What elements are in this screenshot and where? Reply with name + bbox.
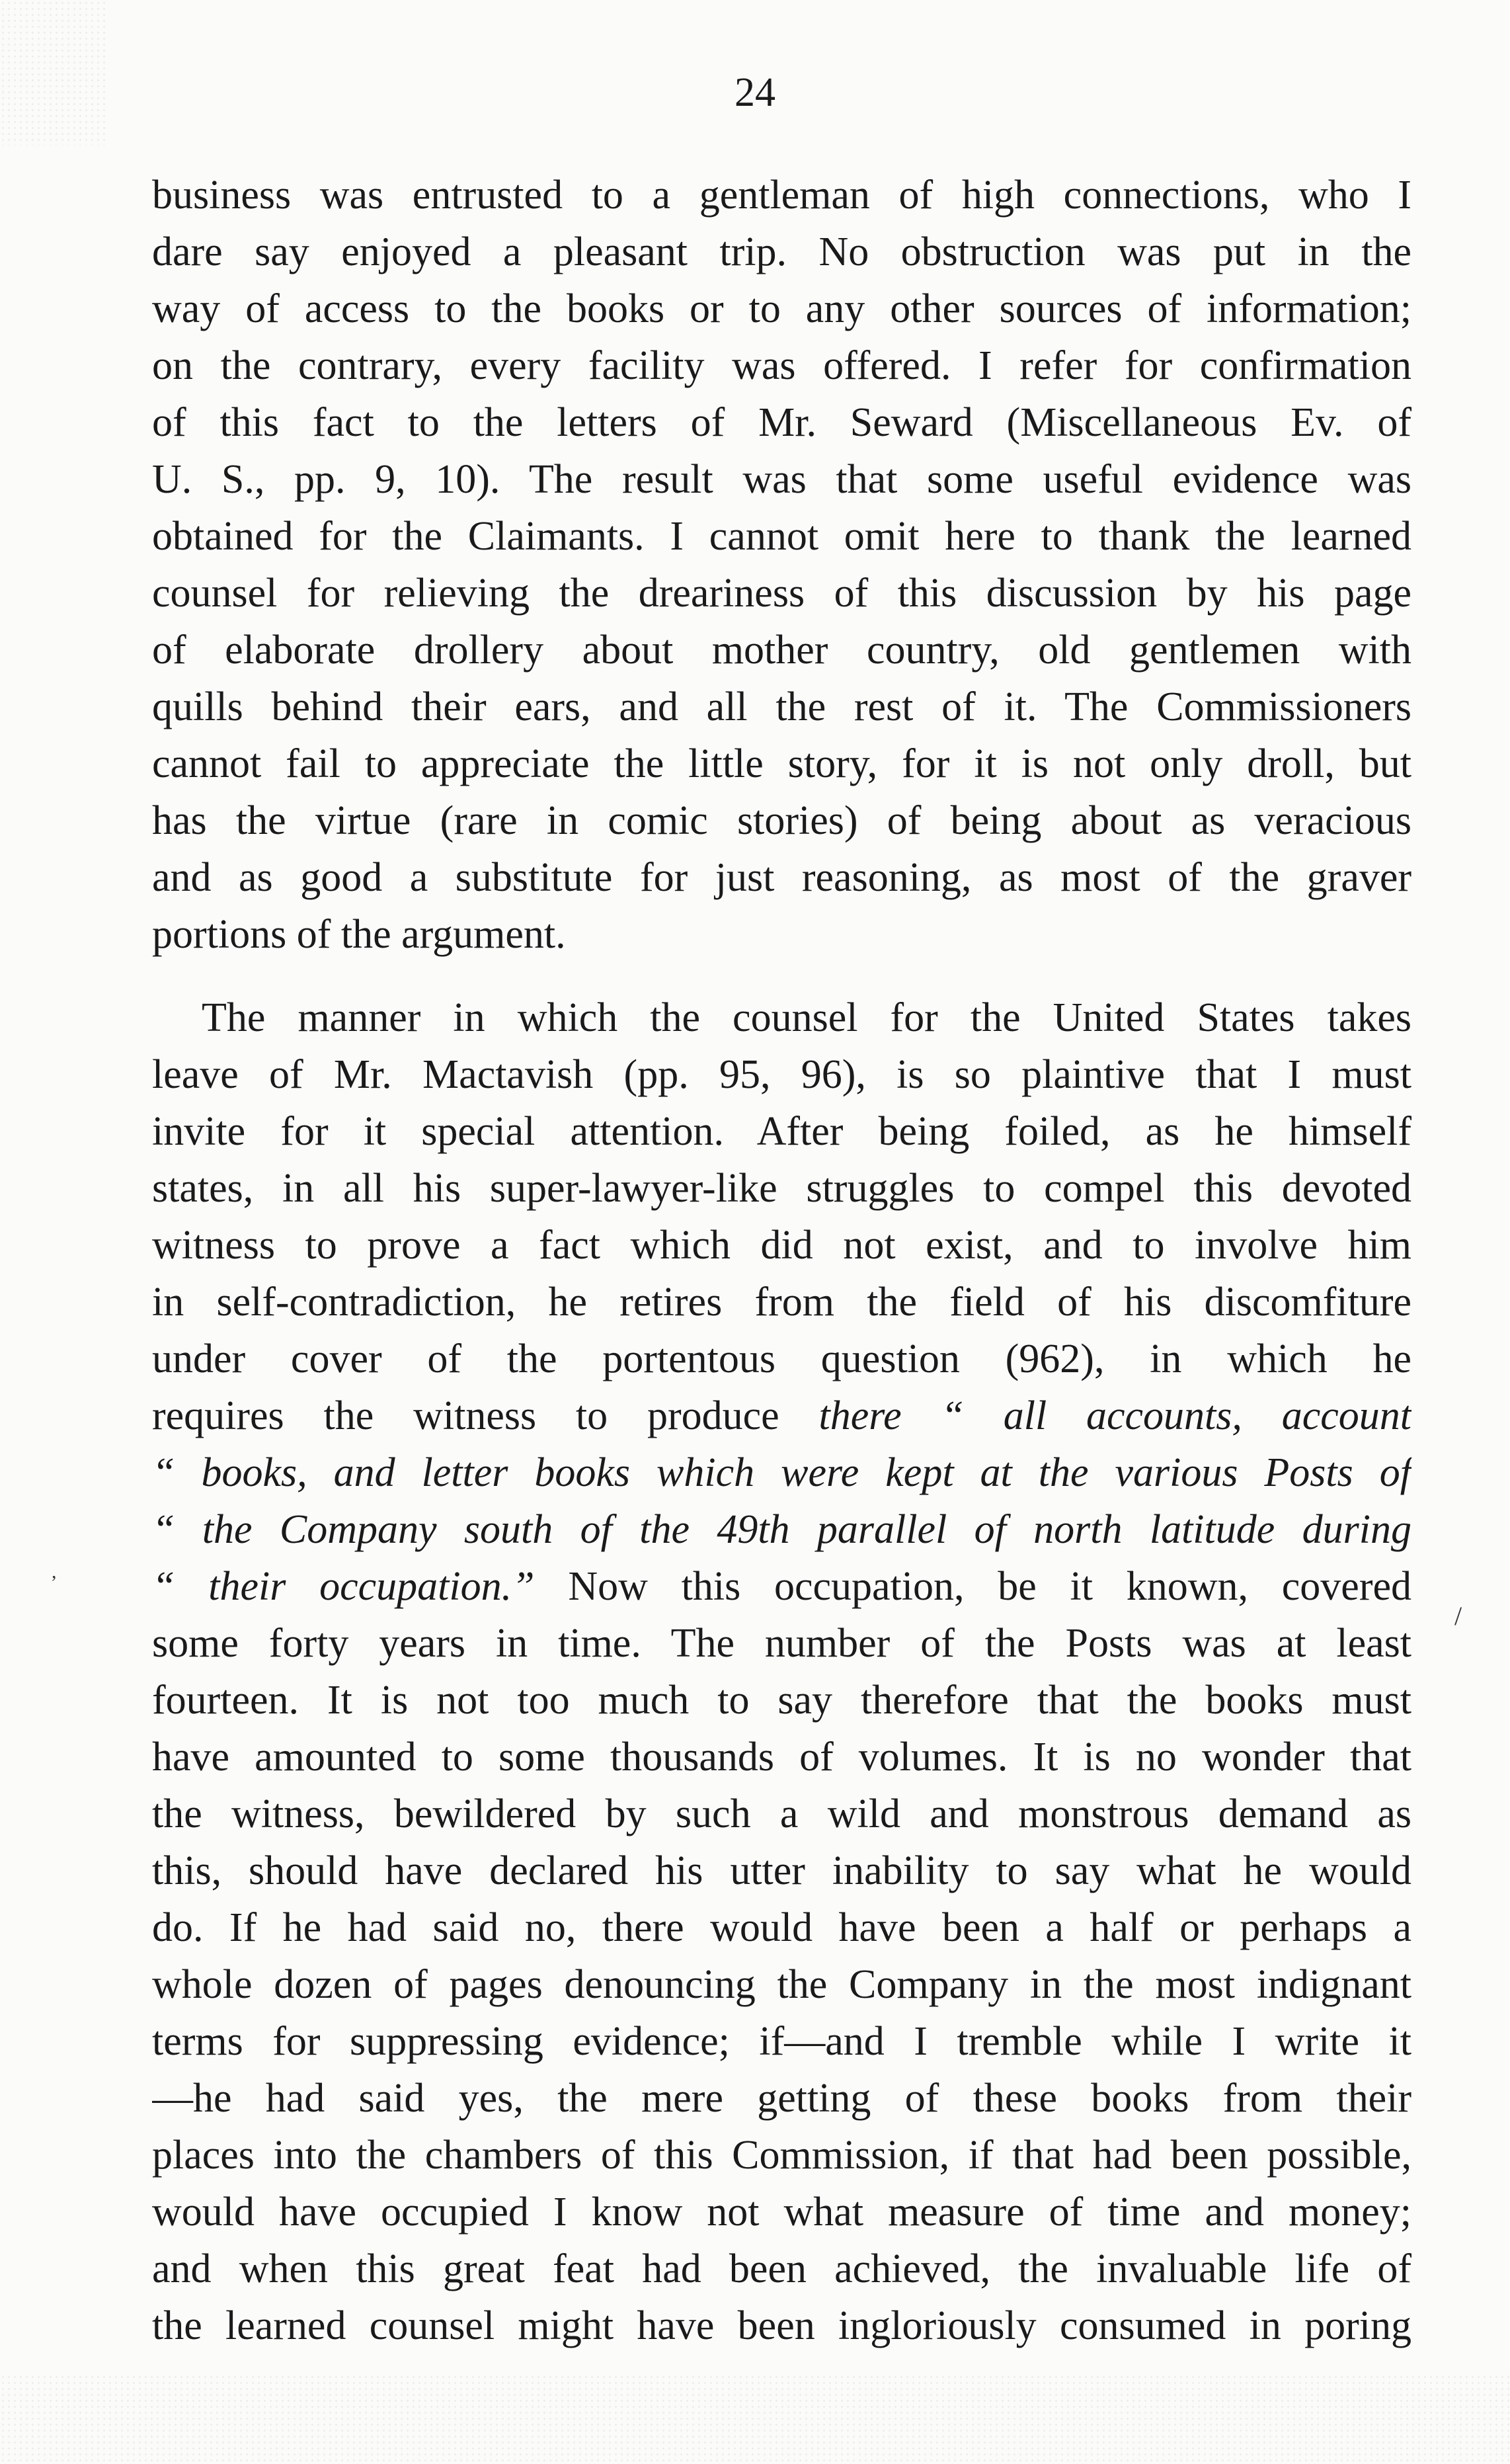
text-line: U. S., pp. 9, 10). The result was that some useful evidence was (152, 457, 1411, 502)
quoted-text: “ the Company south of the 49th parallel of north latitude during (152, 1507, 1411, 1552)
text-line: this, should have declared his utter inability to say what he would (152, 1848, 1411, 1893)
paragraph-1 (152, 167, 1411, 963)
text-line: do. If he had said no, there would have been a half or perhaps a (152, 1905, 1411, 1950)
paragraph-2 (152, 989, 1411, 2354)
margin-mark: / (1454, 1601, 1462, 1631)
text-line: in self-contradiction, he retires from the field of his discomfiture (152, 1280, 1411, 1325)
text-line-with-quote (152, 1387, 1411, 1444)
text-line: some forty years in time. The number of the Posts was at least (152, 1621, 1411, 1666)
text-line: and as good a substitute for just reasoning, as most of the graver (152, 855, 1411, 900)
text-line: The manner in which the counsel for the United States takes (202, 995, 1411, 1040)
text-run: Now this occupation, be it known, covered (534, 1564, 1411, 1609)
text-line: —he had said yes, the mere getting of these books from their (152, 2076, 1411, 2121)
margin-mark: , (52, 1561, 57, 1582)
quoted-text: “ their occupation.” (152, 1564, 535, 1609)
text-run: requires the witness to produce (152, 1393, 819, 1438)
text-line: would have occupied I know not what measure of time and money; (152, 2190, 1411, 2235)
text-line: has the virtue (rare in comic stories) of being about as veracious (152, 798, 1411, 843)
text-line: states, in all his super-lawyer-like struggles to compel this devoted (152, 1166, 1411, 1211)
text-line: way of access to the books or to any other sources of information; (152, 286, 1411, 331)
text-line: have amounted to some thousands of volumes. It is no wonder that (152, 1735, 1411, 1780)
text-line-quote (152, 1444, 1411, 1501)
text-line: terms for suppressing evidence; if—and I tremble while I write it (152, 2019, 1411, 2064)
text-line: counsel for relieving the dreariness of this discussion by his page (152, 571, 1411, 616)
text-line: under cover of the portentous question (962), in which he (152, 1336, 1411, 1381)
text-line: business was entrusted to a gentleman of high connections, who I (152, 173, 1411, 218)
text-line: portions of the argument. (152, 912, 566, 957)
text-line: leave of Mr. Mactavish (pp. 95, 96), is so plaintive that I must (152, 1052, 1411, 1097)
quoted-text: “ books, and letter books which were kept at the various Posts of (152, 1450, 1411, 1495)
text-line-with-quote (152, 1558, 1411, 1615)
text-line: invite for it special attention. After being foiled, as he himself (152, 1109, 1411, 1154)
quoted-text: there “ all accounts, account (818, 1393, 1411, 1438)
text-line: witness to prove a fact which did not exist, and to involve him (152, 1223, 1411, 1268)
text-line: whole dozen of pages denouncing the Company in the most indignant (152, 1962, 1411, 2007)
text-line: quills behind their ears, and all the rest of it. The Commissioners (152, 684, 1411, 729)
text-line: on the contrary, every facility was offered. I refer for confirmation (152, 343, 1411, 388)
text-line: the witness, bewildered by such a wild and monstrous demand as (152, 1791, 1411, 1836)
text-line: places into the chambers of this Commission, if that had been possible, (152, 2133, 1411, 2178)
text-line-quote (152, 1501, 1411, 1558)
text-line: cannot fail to appreciate the little story, for it is not only droll, but (152, 741, 1411, 786)
text-line: of this fact to the letters of Mr. Seward (Miscellaneous Ev. of (152, 400, 1411, 445)
page-number: 24 (735, 70, 775, 115)
body-text (152, 167, 1411, 2354)
text-line: obtained for the Claimants. I cannot omit here to thank the learned (152, 514, 1411, 559)
text-line: the learned counsel might have been ingloriously consumed in poring (152, 2303, 1411, 2348)
scan-noise-bottom (0, 2374, 1510, 2464)
text-line: dare say enjoyed a pleasant trip. No obstruction was put in the (152, 229, 1411, 274)
paragraph-gap (152, 963, 1411, 989)
text-line: fourteen. It is not too much to say therefore that the books must (152, 1678, 1411, 1723)
text-line: of elaborate drollery about mother country, old gentlemen with (152, 628, 1411, 673)
text-line: and when this great feat had been achieved, the invaluable life of (152, 2246, 1411, 2291)
